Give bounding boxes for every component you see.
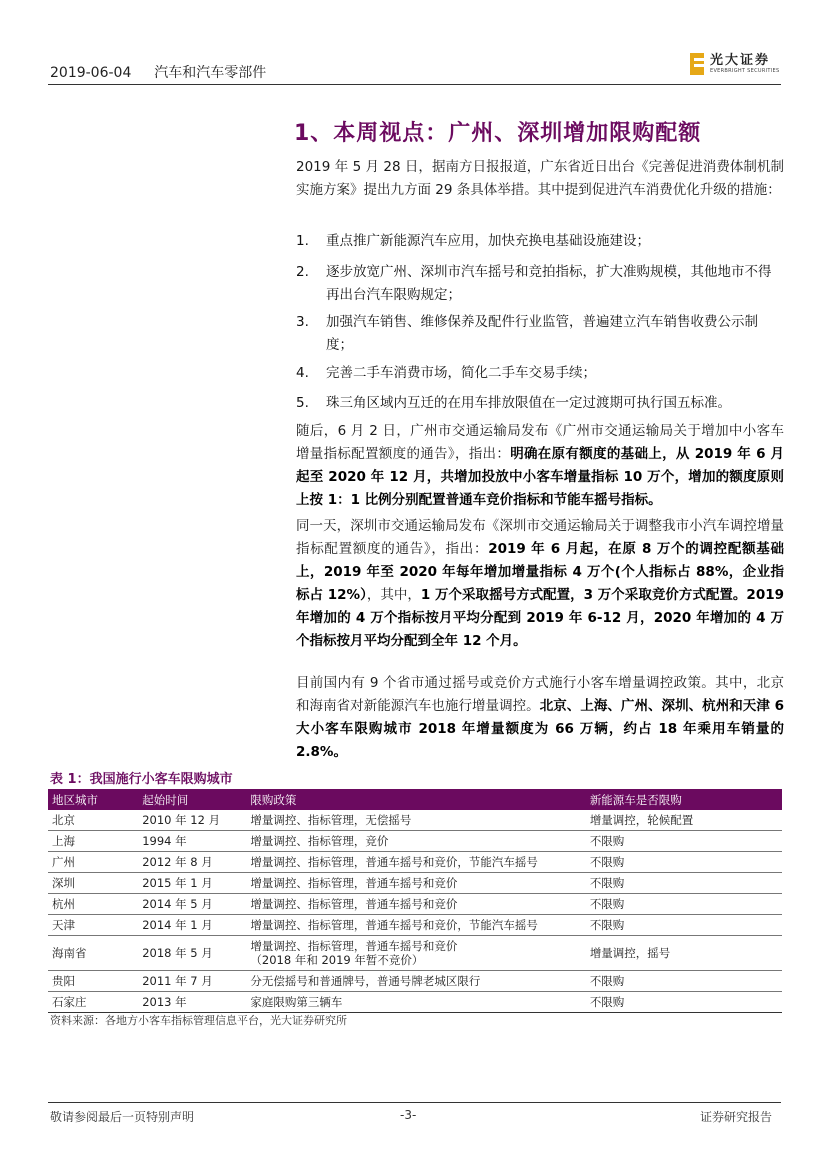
list-item [296, 230, 784, 253]
list-number: 3. [296, 314, 309, 330]
list-item [296, 261, 784, 307]
report-category: 汽车和汽车零部件 [154, 65, 267, 81]
table-cell: 增量调控、指标管理，普通车摇号和竞价，节能汽车摇号 [246, 915, 585, 936]
table-row [48, 894, 782, 915]
table-cell: 2010 年 12 月 [138, 810, 246, 831]
list-number: 1. [296, 233, 309, 249]
header-divider [48, 84, 781, 85]
table-cell: 增量调控，摇号 [586, 936, 782, 971]
guangzhou-bold-text: 明确在原有额度的基础上，从 2019 年 6 月起至 2020 年 12 月，共增加投放中小客车增量指标 10 万个，增加的额度原则上按 1：1 比例分别配置普通车竞价指标和节能车摇号指标。 [296, 446, 784, 508]
page-number: -3- [400, 1108, 417, 1122]
shenzhen-mid-text: ，其中， [366, 587, 421, 603]
list-text: 重点推广新能源汽车应用，加快充换电基础设施建设； [326, 233, 650, 249]
table-cell: 广州 [48, 852, 138, 873]
report-date: 2019-06-04 [50, 65, 132, 81]
paragraph-summary [296, 672, 784, 764]
summary-normal-text: 目前国内有 9 个省市通过摇号或竞价方式施行小客车增量调控政策。其中，北京和海南省对新能源汽车也施行增量调控。 [296, 675, 784, 714]
table-cell: 增量调控，轮候配置 [586, 810, 782, 831]
table-cell: 贵阳 [48, 971, 138, 992]
list-item [296, 392, 784, 415]
table-cell: 石家庄 [48, 992, 138, 1013]
footer-disclaimer: 敬请参阅最后一页特别声明 [50, 1110, 195, 1124]
guangzhou-normal-text: 随后，6 月 2 日，广州市交通运输局发布《广州市交通运输局关于增加中小客车增量指标配置额度的通告》，指出： [296, 423, 784, 462]
footer-report-type: 证券研究报告 [700, 1110, 773, 1124]
header-bar [50, 62, 266, 82]
table-cell: 增量调控、指标管理，竞价 [246, 831, 585, 852]
logo-en-text: EVERBRIGHT SECURITIES [710, 68, 780, 74]
shenzhen-bold-text: 2019 年 6 月起，在原 8 万个的调控配额基础上，2019 年至 2020 年每年增加增量指标 4 万个(个人指标占 88%，企业指标占 12%） [296, 541, 785, 603]
table-cell: 2011 年 7 月 [138, 971, 246, 992]
list-number: 2. [296, 264, 309, 280]
list-text: 逐步放宽广州、深圳市汽车摇号和竞拍指标，扩大准购规模，其他地市不得再出台汽车限购规定； [326, 264, 772, 303]
table-row [48, 971, 782, 992]
table-cell: 天津 [48, 915, 138, 936]
table-cell: 2012 年 8 月 [138, 852, 246, 873]
table-cell: 增量调控、指标管理，普通车摇号和竞价 [246, 894, 585, 915]
section-title: 1、本周视点：广州、深圳增加限购配额 [294, 121, 702, 146]
list-text: 完善二手车消费市场，简化二手车交易手续； [326, 365, 596, 381]
table-source: 资料来源：各地方小客车指标管理信息平台，光大证券研究所 [50, 1014, 347, 1027]
table-cell: 2014 年 1 月 [138, 915, 246, 936]
table-cell: 不限购 [586, 992, 782, 1013]
table-row [48, 831, 782, 852]
table-cell: 上海 [48, 831, 138, 852]
restriction-cities-table [48, 789, 782, 1013]
table-row [48, 992, 782, 1013]
shenzhen-bold-text-2: 1 万个采取摇号方式配置，3 万个采取竞价方式配置。2019 年增加的 4 万个指标按月平均分配到 2019 年 6-12 月，2020 年增加的 4 万个指标按月平均分配到全年 12 个月。 [296, 587, 785, 649]
table-row [48, 852, 782, 873]
table-cell: 不限购 [586, 873, 782, 894]
list-number: 4. [296, 365, 309, 381]
table-cell: 不限购 [586, 971, 782, 992]
table-cell: 深圳 [48, 873, 138, 894]
table-row [48, 873, 782, 894]
list-number: 5. [296, 395, 309, 411]
paragraph-guangzhou [296, 420, 784, 512]
logo-cn-text: 光大证券 [710, 53, 771, 68]
table-cell: 增量调控、指标管理，普通车摇号和竞价，节能汽车摇号 [246, 852, 585, 873]
table-row [48, 810, 782, 831]
table-row [48, 936, 782, 971]
table-cell: 增量调控、指标管理，普通车摇号和竞价 [246, 873, 585, 894]
table-cell: 不限购 [586, 894, 782, 915]
table-cell: 增量调控、指标管理，无偿摇号 [246, 810, 585, 831]
logo-mark-icon [690, 53, 704, 75]
list-item [296, 311, 784, 357]
company-logo [690, 52, 779, 76]
column-header: 新能源车是否限购 [586, 789, 782, 810]
column-header: 地区城市 [48, 789, 138, 810]
table-cell [246, 936, 585, 971]
table-cell: 北京 [48, 810, 138, 831]
table-cell: 不限购 [586, 852, 782, 873]
table-title: 表 1：我国施行小客车限购城市 [50, 772, 233, 787]
table-cell: 家庭限购第三辆车 [246, 992, 585, 1013]
footer-divider [48, 1102, 781, 1103]
table-cell: 海南省 [48, 936, 138, 971]
table-cell: 1994 年 [138, 831, 246, 852]
summary-bold-text: 北京、上海、广州、深圳、杭州和天津 6 大小客车限购城市 2018 年增量额度为 66 万辆，约占 18 年乘用车销量的 2.8%。 [296, 698, 784, 760]
policy-text: 增量调控、指标管理，普通车摇号和竞价 [250, 939, 458, 953]
shenzhen-normal-text: 同一天，深圳市交通运输局发布《深圳市交通运输局关于调整我市小汽车调控增量指标配置额度的通告》，指出： [296, 518, 784, 557]
table-cell: 杭州 [48, 894, 138, 915]
paragraph-shenzhen [296, 515, 784, 653]
table-cell: 不限购 [586, 831, 782, 852]
list-item [296, 362, 784, 385]
list-text: 加强汽车销售、维修保养及配件行业监管，普遍建立汽车销售收费公示制度； [326, 314, 758, 353]
table-cell: 2018 年 5 月 [138, 936, 246, 971]
column-header: 限购政策 [246, 789, 585, 810]
policy-note: （2018 年和 2019 年暂不竞价） [250, 953, 424, 967]
paragraph-intro: 2019 年 5 月 28 日，据南方日报报道，广东省近日出台《完善促进消费体制机制实施方案》提出九方面 29 条具体举措。其中提到促进汽车消费优化升级的措施： [296, 159, 784, 198]
table-header-row [48, 789, 782, 810]
table-row [48, 915, 782, 936]
column-header: 起始时间 [138, 789, 246, 810]
table-cell: 2013 年 [138, 992, 246, 1013]
list-text: 珠三角区域内互迁的在用车排放限值在一定过渡期可执行国五标准。 [326, 395, 731, 411]
table-cell: 不限购 [586, 915, 782, 936]
table-cell: 分无偿摇号和普通牌号，普通号牌老城区限行 [246, 971, 585, 992]
table-cell: 2015 年 1 月 [138, 873, 246, 894]
table-cell: 2014 年 5 月 [138, 894, 246, 915]
